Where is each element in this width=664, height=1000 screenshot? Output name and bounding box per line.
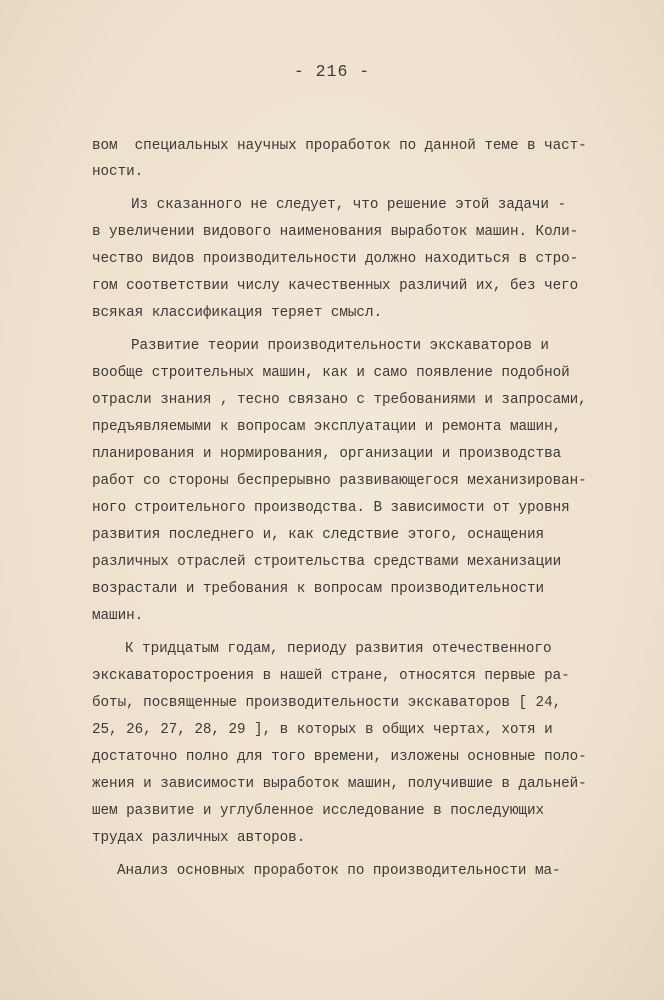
text-line: К тридцатым годам, периоду развития отечественного [125,641,552,657]
text-line: отрасли знания , тесно связано с требованиями и запросами, [92,392,587,408]
text-line: 25, 26, 27, 28, 29 ], в которых в общих чертах, хотя и [92,722,553,738]
text-line: всякая классификация теряет смысл. [92,305,383,321]
text-line: чество видов производительности должно находиться в стро- [92,251,579,267]
text-line: жения и зависимости выработок машин, получившие в дальней- [92,776,587,792]
text-line: вообще строительных машин, как и само появление подобной [92,365,570,381]
page-number: - 216 - [293,62,371,81]
text-line: трудах различных авторов. [92,830,306,846]
text-line: различных отраслей строительства средствами механизации [92,554,562,570]
text-line: работ со стороны беспрерывно развивающегося механизирован- [92,473,587,489]
text-line: вом специальных научных проработок по данной теме в част- [92,138,587,154]
text-line: достаточно полно для того времени, изложены основные поло- [92,749,587,765]
text-line: боты, посвященные производительности экскаваторов [ 24, [92,695,562,711]
text-line: ного строительного производства. В зависимости от уровня [92,500,570,516]
text-line: гом соответствии числу качественных различий их, без чего [92,278,579,294]
text-line: планирования и нормирования, организации и производства [92,446,562,462]
text-line: машин. [92,608,144,624]
text-line: Из сказанного не следует, что решение этой задачи - [131,197,567,213]
text-line: в увеличении видового наименования выработок машин. Коли- [92,224,579,240]
text-line: предъявляемыми к вопросам эксплуатации и ремонта машин, [92,419,562,435]
text-line: экскаваторостроения в нашей стране, относятся первые ра- [92,668,570,684]
text-line: ности. [92,164,144,180]
text-line: Развитие теории производительности экскаваторов и [131,338,549,354]
text-line: возрастали и требования к вопросам производительности [92,581,545,597]
text-line: шем развитие и углубленное исследование в последующих [92,803,545,819]
text-line: Анализ основных проработок по производительности ма- [117,863,561,879]
text-line: развития последнего и, как следствие этого, оснащения [92,527,545,543]
